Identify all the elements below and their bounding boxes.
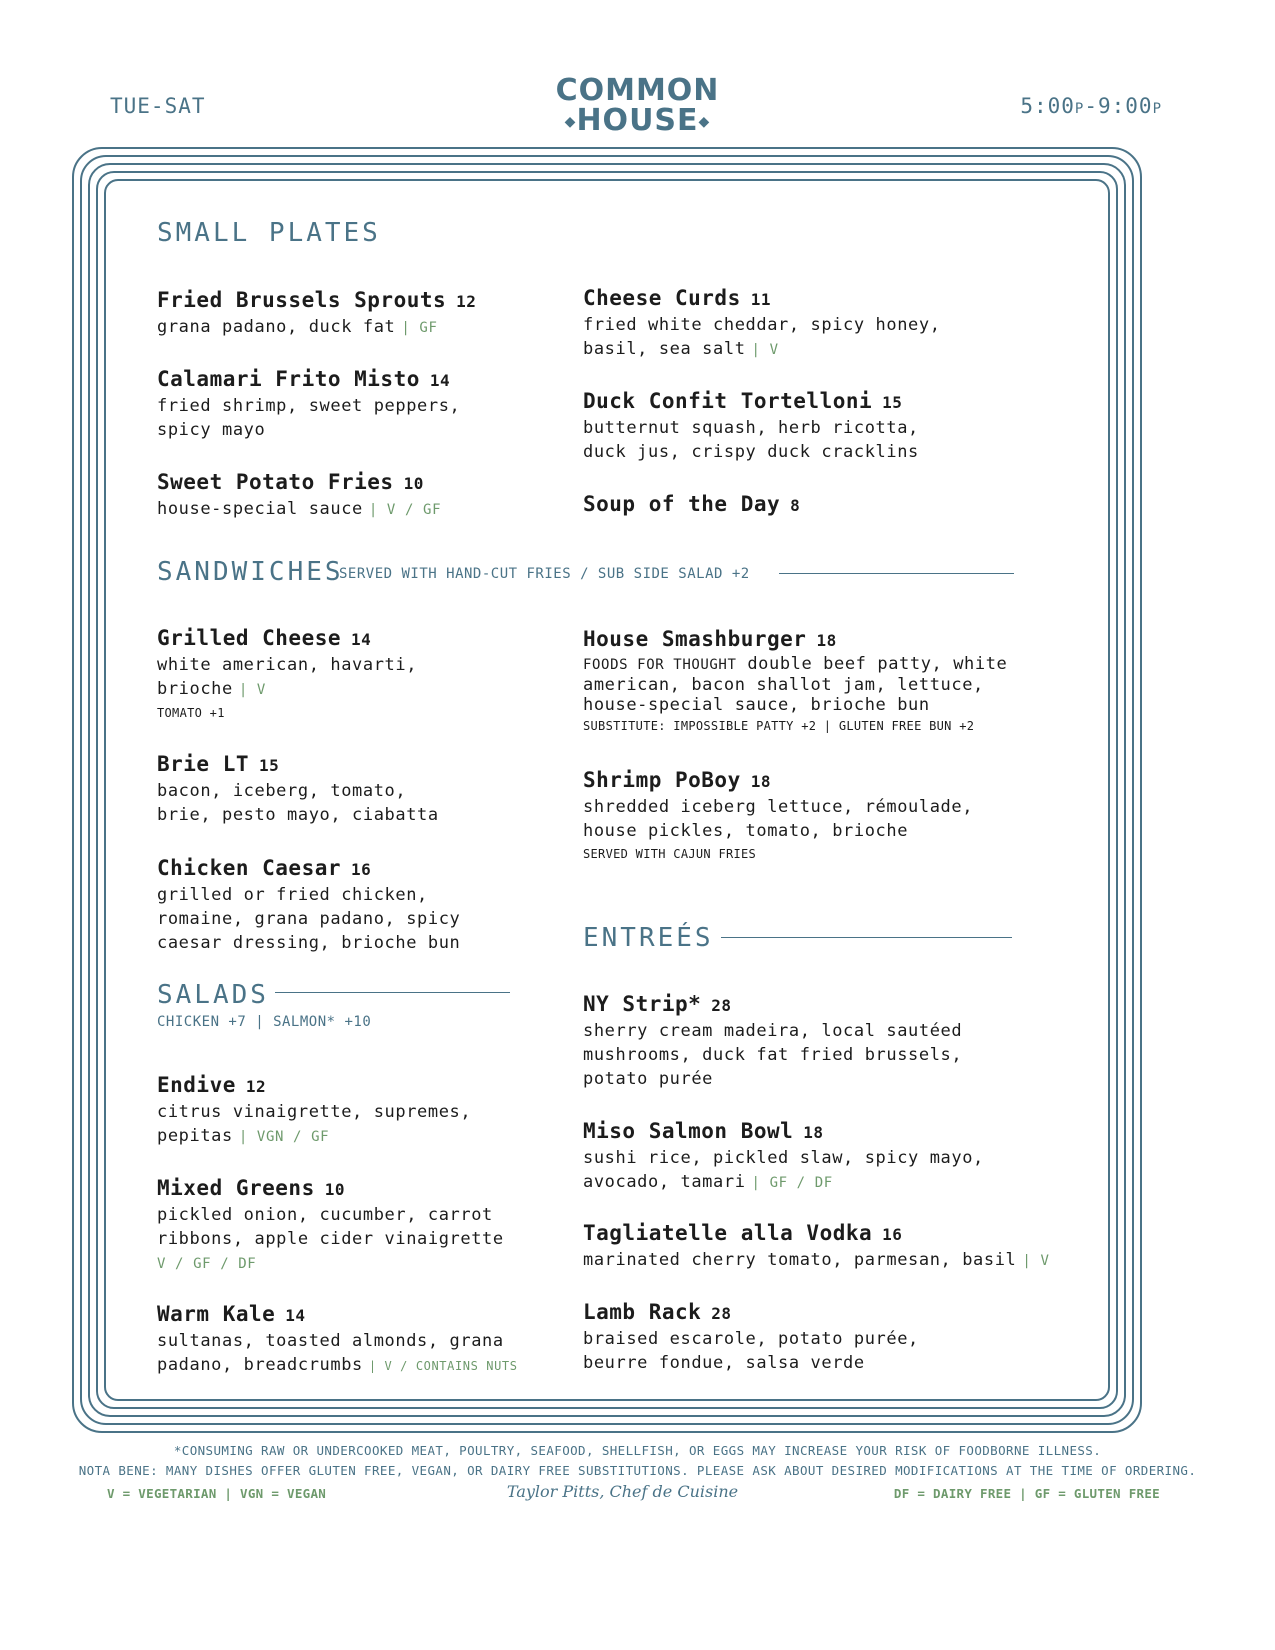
dietary-tag: V / GF / DF [157,1256,257,1272]
menu-item [157,751,439,827]
item-price: 28 [711,996,732,1015]
item-desc: duck jus, crispy duck cracklins [583,442,919,462]
item-name: Tagliatelle alla Vodka [583,1221,873,1245]
item-price: 14 [285,1306,306,1325]
item-price: 12 [245,1077,267,1096]
item-desc: brioche [157,679,233,699]
section-note-salads: CHICKEN +7 | SALMON* +10 [157,1014,372,1030]
item-price: 15 [259,756,280,775]
item-desc: american, bacon shallot jam, lettuce, [583,675,984,695]
item-price: 18 [816,631,837,650]
item-desc: grana padano, duck fat [157,317,396,337]
menu-item [157,1072,471,1149]
item-desc-prefix: FOODS FOR THOUGHT [583,657,737,673]
item-desc: spicy mayo [157,420,266,440]
item-desc: grilled or fried chicken, [157,885,428,905]
item-name: Warm Kale [157,1302,276,1326]
item-note: SERVED WITH CAJUN FRIES [583,847,757,861]
menu-item [157,366,460,442]
menu-item [583,388,919,464]
item-desc: potato purée [583,1069,714,1089]
item-price: 15 [882,393,903,412]
item-desc: mushrooms, duck fat fried brussels, [583,1045,963,1065]
menu-item [157,287,476,340]
dietary-tag: | V / GF [368,502,442,518]
item-desc: ribbons, apple cider vinaigrette [157,1229,504,1249]
item-desc: butternut squash, herb ricotta, [583,418,919,438]
item-price: 16 [351,860,372,879]
item-note: SUBSTITUTE: IMPOSSIBLE PATTY +2 | GLUTEN FREE BUN +2 [583,719,975,733]
item-desc: romaine, grana padano, spicy [157,909,461,929]
dietary-tag: | GF / DF [751,1175,833,1191]
item-desc: citrus vinaigrette, supremes, [157,1102,472,1122]
menu-item [157,855,460,955]
brand-line-1: COMMON [555,73,720,108]
item-desc: sushi rice, pickled slaw, spicy mayo, [583,1148,984,1168]
dietary-tag: | V [751,342,779,358]
section-title-entrees: ENTREÉS [583,923,714,953]
item-name: House Smashburger [583,627,807,651]
item-desc: sultanas, toasted almonds, grana [157,1331,504,1351]
item-price: 8 [790,496,801,515]
section-title-sandwiches: SANDWICHES [157,557,344,587]
section-divider [275,992,510,993]
diamond-icon: ◆ [698,114,711,130]
section-divider [721,937,1012,938]
item-name: Grilled Cheese [157,626,342,650]
item-desc: house-special sauce, brioche bun [583,695,930,715]
item-price: 28 [711,1304,732,1323]
item-desc: basil, sea salt [583,339,746,359]
diamond-icon: ◆ [564,114,577,130]
item-name: Endive [157,1073,236,1097]
hours-label [1020,94,1162,118]
item-desc: marinated cherry tomato, parmesan, basil [583,1250,1017,1270]
item-desc: padano, breadcrumbs [157,1355,363,1375]
item-price: 18 [750,772,771,791]
hours-end-suffix: P [1152,101,1162,117]
section-title-small-plates: SMALL PLATES [157,218,381,248]
dietary-tag: | GF [401,320,438,336]
item-price: 14 [429,371,451,390]
item-name: Fried Brussels Sprouts [157,288,447,312]
item-price: 12 [456,292,477,311]
item-name: Soup of the Day [583,492,781,516]
item-desc: house pickles, tomato, brioche [583,821,909,841]
item-desc: avocado, tamari [583,1172,746,1192]
item-desc: fried white cheddar, spicy honey, [583,315,941,335]
item-price: 16 [882,1225,903,1244]
menu-item [583,626,1007,733]
item-note: TOMATO +1 [157,706,225,720]
item-name: Miso Salmon Bowl [583,1119,794,1143]
section-divider [779,573,1014,574]
menu-item [157,1175,504,1276]
item-price: 10 [403,474,424,493]
menu-item [583,991,962,1091]
menu-item [157,625,417,720]
item-desc: fried shrimp, sweet peppers, [157,396,461,416]
section-title-salads: SALADS [157,980,269,1010]
item-desc: shredded iceberg lettuce, rémoulade, [583,797,974,817]
item-desc: house-special sauce [157,499,363,519]
menu-item [157,1301,518,1378]
foodborne-warning: *CONSUMING RAW OR UNDERCOOKED MEAT, POULTRY, SEAFOOD, SHELLFISH, OR EGGS MAY INCREASE YOUR RISK OF FOODBORNE ILLNESS. [173,1443,1102,1458]
item-price: 18 [803,1123,824,1142]
legend-left: V = VEGETARIAN | VGN = VEGAN [107,1486,327,1501]
item-price: 14 [351,630,372,649]
item-name: Mixed Greens [157,1176,315,1200]
item-desc: double beef patty, white [736,654,1008,674]
dietary-tag: | V [238,682,266,698]
hours-start: 5:00 [1020,94,1075,118]
item-name: Cheese Curds [583,286,741,310]
item-desc: caesar dressing, brioche bun [157,933,461,953]
chef-signature: Taylor Pitts, Chef de Cuisine [506,1482,739,1501]
item-name: Lamb Rack [583,1300,702,1324]
item-desc: white american, havarti, [157,655,418,675]
menu-item [583,491,800,519]
item-price: 11 [750,290,771,309]
item-price: 10 [324,1180,345,1199]
days-label: TUE-SAT [110,94,206,118]
dietary-tag: | VGN / GF [238,1129,330,1145]
item-name: Brie LT [157,752,250,776]
brand-logo [537,73,738,138]
menu-item [583,767,973,861]
dietary-tag: | V [1022,1253,1050,1269]
hours-separator: - [1084,94,1098,118]
item-name: Shrimp PoBoy [583,768,741,792]
item-name: NY Strip* [583,992,702,1016]
item-name: Sweet Potato Fries [157,470,394,494]
item-desc: pickled onion, cucumber, carrot [157,1205,493,1225]
item-desc: bacon, iceberg, tomato, [157,781,407,801]
item-name: Calamari Frito Misto [157,367,420,391]
item-desc: sherry cream madeira, local sautéed [583,1021,963,1041]
menu-item [583,1299,919,1375]
dietary-tag: | V / CONTAINS NUTS [368,1359,518,1373]
menu-item [157,469,441,522]
item-name: Duck Confit Tortelloni [583,389,873,413]
legend-right: DF = DAIRY FREE | GF = GLUTEN FREE [893,1486,1160,1501]
hours-start-suffix: P [1074,101,1085,117]
item-desc: beurre fondue, salsa verde [583,1353,865,1373]
menu-item [583,1118,984,1195]
menu-item [583,1220,1050,1273]
item-desc: brie, pesto mayo, ciabatta [157,805,439,825]
item-desc: pepitas [157,1126,233,1146]
section-note-sandwiches: SERVED WITH HAND-CUT FRIES / SUB SIDE SALAD +2 [339,566,750,582]
menu-item [583,285,941,362]
brand-line-2: HOUSE [576,103,699,138]
item-desc: braised escarole, potato purée, [583,1329,919,1349]
item-name: Chicken Caesar [157,856,342,880]
hours-end: 9:00 [1097,94,1153,118]
nota-bene: NOTA BENE: MANY DISHES OFFER GLUTEN FREE, VEGAN, OR DAIRY FREE SUBSTITUTIONS. PLEASE ASK ABOUT DESIRED MODIFICATIONS AT THE TIME OF ORDERING. [78,1463,1197,1478]
